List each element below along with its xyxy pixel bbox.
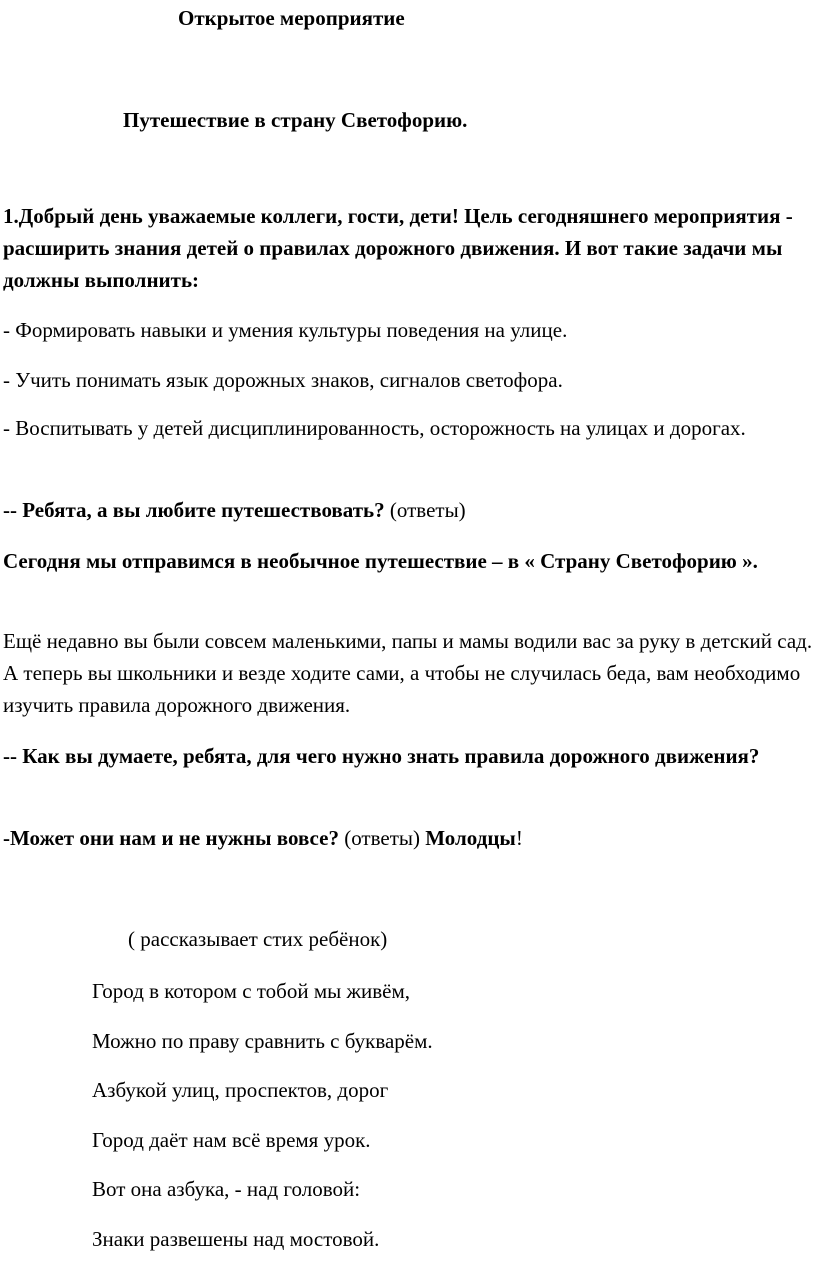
story-paragraph: Ещё недавно вы были совсем маленькими, папы и мамы водили вас за руку в детский сад. А теперь вы школьники и везде ходите сами, а чтобы не случилась беда, вам необходимо изучить правила дорожного движения. <box>3 629 813 717</box>
poem-line-5: Вот она азбука, - над головой: <box>92 1177 361 1201</box>
poem-line-6: Знаки развешены над мостовой. <box>92 1227 380 1251</box>
question-rules: -- Как вы думаете, ребята, для чего нужно знать правила дорожного движения? <box>3 744 760 768</box>
question-needed <box>3 822 813 854</box>
praise-word: Молодцы <box>425 826 516 850</box>
poem-line-1: Город в котором с тобой мы живём, <box>92 979 411 1003</box>
poem-line-3: Азбукой улиц, проспектов, дорог <box>92 1078 389 1102</box>
event-type-heading: Открытое мероприятие <box>178 6 405 30</box>
journey-announcement: Сегодня мы отправимся в необычное путешествие – в « Страну Светофорию ». <box>3 549 758 573</box>
task-item-2: - Учить понимать язык дорожных знаков, сигналов светофора. <box>3 368 563 392</box>
answers-note: (ответы) <box>384 498 466 522</box>
poem-line-4: Город даёт нам всё время урок. <box>92 1128 371 1152</box>
question-needed-text: -Может они нам и не нужны вовсе? <box>3 826 339 850</box>
question-travel <box>3 494 813 526</box>
task-item-1: - Формировать навыки и умения культуры поведения на улице. <box>3 318 568 342</box>
intro-paragraph: 1.Добрый день уважаемые коллеги, гости, дети! Цель сегодняшнего мероприятия - расширить знания детей о правилах дорожного движения. И вот такие задачи мы должны выполнить: <box>3 204 793 292</box>
question-travel-text: -- Ребята, а вы любите путешествовать? <box>3 498 385 522</box>
poem-note: ( рассказывает стих ребёнок) <box>128 927 388 951</box>
exclamation: ! <box>515 826 523 850</box>
answers-note-2: (ответы) <box>338 826 426 850</box>
task-item-3: - Воспитывать у детей дисциплинированность, осторожность на улицах и дорогах. <box>3 416 746 440</box>
event-title: Путешествие в страну Светофорию. <box>123 108 468 132</box>
poem-line-2: Можно по праву сравнить с букварём. <box>92 1029 433 1053</box>
